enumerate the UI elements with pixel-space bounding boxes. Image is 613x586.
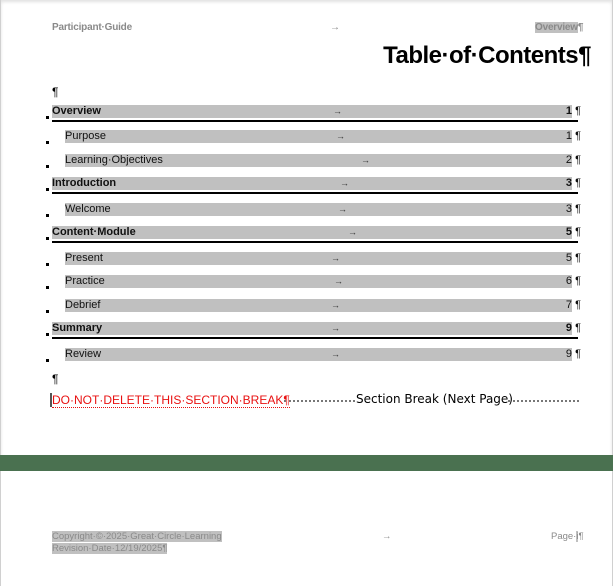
tab-arrow-icon: → [361,155,370,165]
pilcrow-icon: ¶ [575,177,581,189]
toc-entry-label: Present [65,252,103,264]
tab-arrow-icon: → [331,253,340,263]
toc-entry-purpose[interactable] [65,130,581,143]
bullet-mark-icon [46,237,49,240]
pilcrow-icon: ¶ [575,299,581,311]
pilcrow-icon: ¶ [575,252,581,264]
toc-entry-summary[interactable] [52,322,581,335]
toc-entry-label: Purpose [65,130,106,142]
tab-arrow-icon: → [331,349,340,359]
pilcrow-icon: ¶ [52,372,59,386]
pilcrow-icon: ¶ [575,203,581,215]
page-gap-divider [0,455,613,471]
toc-entry-label: Review [65,348,102,360]
toc-entry-label: Summary [52,322,103,334]
bullet-mark-icon [46,141,49,144]
toc-page-number: 2 [565,154,572,166]
bullet-mark-icon [46,214,49,217]
section-break-warning: DO·NOT·DELETE·THIS·SECTION·BREAK¶ [52,393,290,407]
toc-entry-present[interactable] [65,252,581,265]
footer-left-block[interactable] [52,531,222,555]
tab-arrow-icon: → [336,131,345,141]
toc-entry-label: Introduction [52,177,117,189]
toc-entry-welcome[interactable] [65,203,581,216]
toc-page-number: 7 [565,299,572,311]
bullet-mark-icon [46,165,49,168]
section-break-dotted-line [508,400,579,402]
pilcrow-icon: ¶ [575,226,581,238]
pilcrow-icon: ¶ [52,85,59,99]
toc-entry-label: Learning·Objectives [65,154,163,166]
footer-revision-date: Revision·Date·12/19/2025¶ [52,543,168,554]
header-left-text: Participant·Guide [52,22,132,33]
footer-page-field[interactable] [551,531,584,543]
toc-entry-debrief[interactable] [65,299,581,312]
toc-entry-introduction[interactable] [52,177,581,190]
toc-page-number: 3 [565,203,572,215]
toc-entry-label: Welcome [65,203,111,215]
section-break-dotted-line [284,400,355,402]
page-title: Table·of·Contents¶ [383,42,591,69]
pilcrow-icon: ¶ [578,531,584,542]
toc-entry-label: Content·Module [52,226,136,238]
footer-copyright: Copyright·©·2025·Great·Circle·Learning [52,531,222,542]
header-tab-arrow-icon: → [330,22,340,33]
tab-arrow-icon: → [348,227,357,237]
toc-page-number: 6 [565,275,572,287]
toc-entry-learning-objectives[interactable] [65,154,581,167]
tab-arrow-icon: → [334,276,343,286]
bullet-mark-icon [46,286,49,289]
header-right-field[interactable] [535,22,583,33]
toc-page-number: 9 [565,348,572,360]
tab-arrow-icon: → [340,178,349,188]
tab-arrow-icon: → [331,323,340,333]
bullet-mark-icon [46,333,49,336]
toc-entry-label: Overview [52,105,101,117]
toc-entry-overview[interactable] [52,105,581,118]
tab-arrow-icon: → [333,106,342,116]
bullet-mark-icon [46,359,49,362]
toc-page-number: 5 [565,226,572,238]
toc-page-number: 1 [565,130,572,142]
bullet-mark-icon [46,116,49,119]
toc-page-number: 9 [565,322,572,334]
footer-page-number: i [576,531,579,542]
toc-entry-label: Practice [65,275,105,287]
toc-entry-content-module[interactable] [52,226,581,239]
toc-entry-label: Debrief [65,299,101,311]
tab-arrow-icon: → [331,300,340,310]
pilcrow-icon: ¶ [575,322,581,334]
pilcrow-icon: ¶ [575,105,581,117]
toc-entry-practice[interactable] [65,275,581,288]
bullet-mark-icon [46,188,49,191]
footer-page-label: Page· [551,531,577,542]
header-section-name: Overview [535,22,578,33]
section-break-label[interactable]: Section Break (Next Page) [356,392,513,406]
bullet-mark-icon [46,310,49,313]
tab-arrow-icon: → [338,204,347,214]
pilcrow-icon: ¶ [577,22,584,33]
pilcrow-icon: ¶ [575,348,581,360]
footer-tab-arrow-icon: → [382,531,392,542]
pilcrow-icon: ¶ [575,154,581,166]
bullet-mark-icon [46,263,49,266]
toc-page-number: 1 [565,105,572,117]
pilcrow-icon: ¶ [575,275,581,287]
toc-entry-review[interactable] [65,348,581,361]
toc-page-number: 3 [565,177,572,189]
toc-page-number: 5 [565,252,572,264]
pilcrow-icon: ¶ [575,130,581,142]
document-page-footer[interactable] [0,471,613,586]
